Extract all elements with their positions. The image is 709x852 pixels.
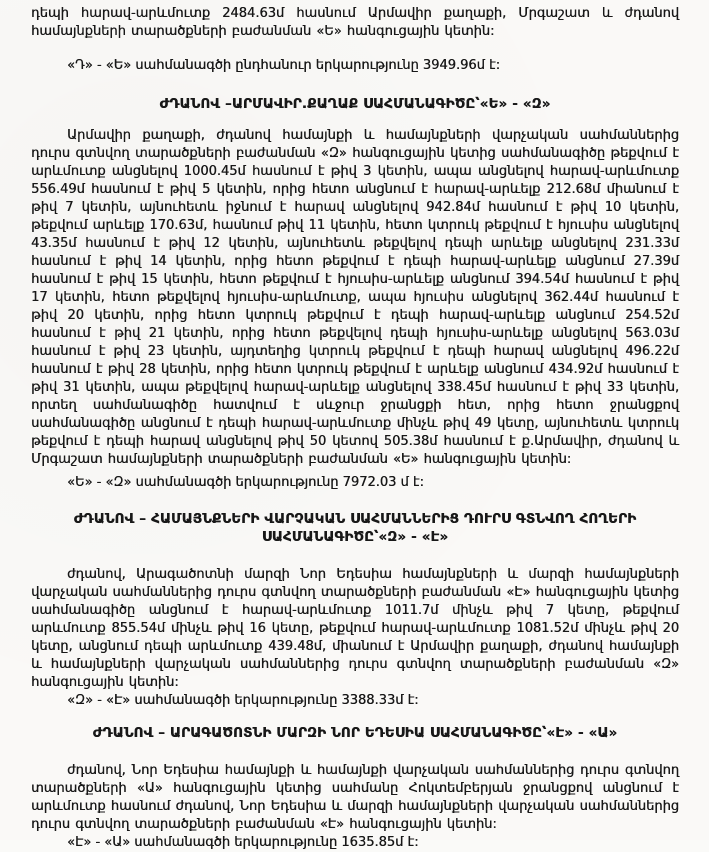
section-heading-line: ԺԴԱՆՈՎ – ԱՐԱԳԱԾՈՏՆԻ ՄԱՐԶԻ ՆՈՐ ԵԴԵՍԻԱ ՍԱՀՄԱՆԱԳԻԾԸ՝«Է» - «Ա» [92,726,618,741]
boundary-description-paragraph-e-a: ժդանով, Նոր Եդեսիա համայնքի և համայնքի վարչական սահմաններից դուրս գտնվող տարածքների «Ա» հանգուցային կետից սահմանը Հոկտեմբերյան ջրանցքով անցնում է արևմուտք հասնում ժդանով, Նոր Եդեսիա և մարզի համայնքների վարչական սահմաններից դուրս գտնվող տարածքների բաժանման «Է» հանգուցային կետին: [31,763,679,832]
section-heading-zhdanov-armavir [31,96,679,114]
intro-continuation-paragraph: դեպի հարավ-արևմուտք 2484.63մ հասնում Արմավիր քաղաքի, Մրգաշատ և ժդանով համայնքների տարածքների բաժանման «Ե» հանգուցային կետին: [31,6,679,39]
section-heading-zhdanov-communities [31,511,679,547]
boundary-length-line-d-e: «Դ» - «Ե» սահմանագծի ընդհանուր երկարությունը 3949.96մ է: [67,58,501,73]
boundary-description-paragraph-e-z: Արմավիր քաղաքի, ժդանով համայնքի և համայնքների վարչական սահմաններից դուրս գտնվող տարածքների բաժանման «Զ» հանգուցային կետից սահմանագիծը թեքվում է արևմուտք անցնելով 1000.45մ հասնում է թիվ 3 կետին, ապա անցնելով հարավ-արևմուտք 556.49մ հասնում է թիվ 5 կետին, որից հետո անցնում է հարավ-արևելք 212.68մ միանում է թիվ 7 կետին, այնուհետև իջնում է հարավ անցնելով 942.84մ հասնում է թիվ 10 կետին, թեքվում արևելք 170.63մ, հասնում թիվ 11 կետին, հետո կտրուկ թեքվում է հյուսիս անցնելով 43.35մ հասնում է թիվ 12 կետին, այնուհետև թեքվելով դեպի արևելք անցնելով 231.33մ հասնում է թիվ 14 կետին, որից հետո թեքվում է դեպի հարավ-արևելք անցնում 27.39մ հասնում է թիվ 15 կետին, հետո թեքվում է հյուսիս-արևելք անցնում 394.54մ հասնում է թիվ 17 կետին, հետո թեքվելով հյուսիս-արևմուտք, ապա հյուսիս անցնելով 362.44մ հասնում է թիվ 20 կետին, որից հետո կտրուկ թեքվում է դեպի հարավ-արևելք անցնում 254.52մ հասնում է թիվ 21 կետին, որից հետո թեքվելով դեպի հյուսիս-արևելք անցնելով 563.03մ հասնում է թիվ 23 կետին, այդտեղից կտրուկ թեքվում է դեպի հարավ անցնելով 496.22մ հասնում է թիվ 28 կետին, որից հետո կտրուկ թեքվում է արևելք անցնում 434.92մ հասնում է թիվ 31 կետին, ապա թեքվելով հարավ-արևելք անցնելով 338.45մ հասնում է թիվ 33 կետին, որտեղ սահմանագիծը հատվում է սևջուր ջրանցքի հետ, որից հետո ջրանցքով սահմանագիծը անցնում է դեպի հարավ-արևմուտք մինչև թիվ 49 կետը, այնուհետև կտրուկ թեքվում է դեպի հարավ անցնելով թիվ 50 կետով 505.38մ հասնում է ք.Արմավիր, ժդանով և Մրգաշատ համայնքների տարածքների բաժանման «Ե» հանգուցային կետին: [31,128,679,467]
section-heading-line: ՍԱՀՄԱՆԱԳԻԾԸ՝«Զ» - «Է» [261,530,449,545]
section-heading-zhdanov-nor-yedesia [31,725,679,743]
section-heading-line: ԺԴԱՆՈՎ –ԱՐՄԱՎԻՐ.ՔԱՂԱՔ ՍԱՀՄԱՆԱԳԻԾԸ՝«Ե» - «Զ» [159,97,551,112]
boundary-description-paragraph-z-e: ժդանով, Արագածոտնի մարզի Նոր Եդեսիա համայնքների և մարզի համայնքների վարչական սահմաններից դուրս գտնվող տարածքների բաժանման «Է» հանգուցային կետից սահմանագիծը անցնում է հարավ-արևմուտք 1011.7մ մինչև թիվ 7 կետը, թեքվում արևմուտք 855.54մ մինչև թիվ 16 կետը, թեքվում հարավ-արևմուտք 1081.52մ մինչև թիվ 20 կետը, անցնում դեպի արևմուտք 439.48մ, միանում է Արմավիր քաղաքի, ժդանով համայնքի և համայնքների վարչական սահմաններից դուրս գտնվող տարածքների բաժանման «Զ» հանգուցային կետին: [31,567,679,690]
boundary-length-line-e-a: «Է» - «Ա» սահմանագծի երկարությունը 1635.85մ է: [67,835,419,850]
section-heading-line: ԺԴԱՆՈՎ – ՀԱՄԱՅՆՔՆԵՐԻ ՎԱՐՉԱԿԱՆ ՍԱՀՄԱՆՆԵՐԻՑ ԴՈՒՐՍ ԳՏՆՎՈՂ ՀՈՂԵՐԻ [73,512,637,527]
boundary-length-line-z-e: «Զ» - «Է» սահմանագծի երկարությունը 3388.33մ է: [67,693,419,708]
boundary-length-line-e-z: «Ե» - «Զ» սահմանագծի երկարությունը 7972.03 մ է: [67,475,424,490]
